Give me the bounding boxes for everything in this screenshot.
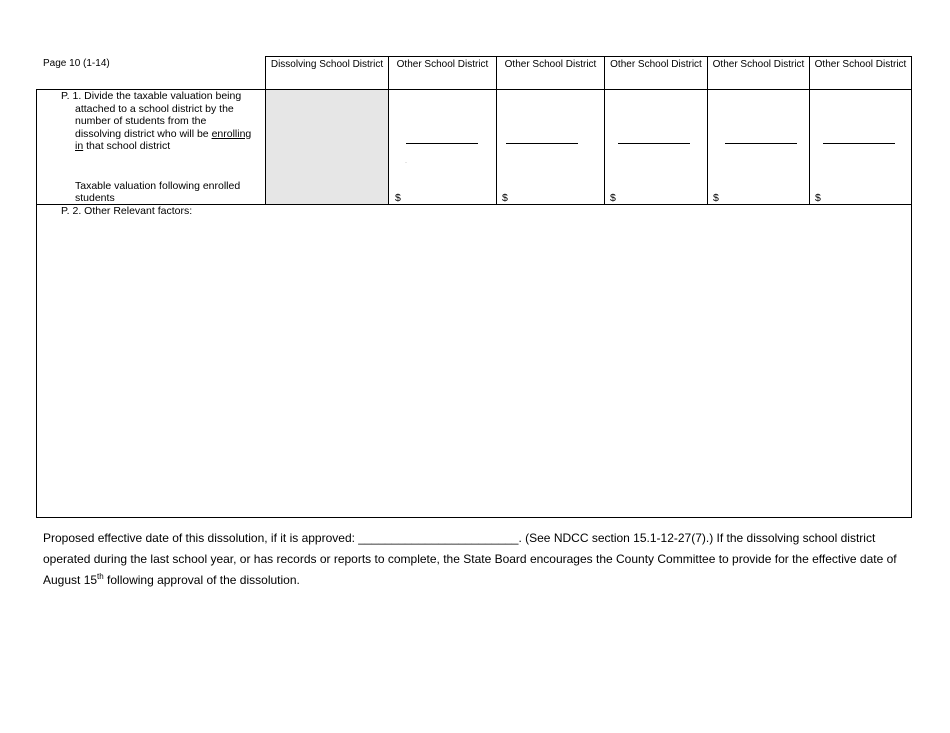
student-count-blank-1[interactable] (406, 143, 478, 144)
p1-number: P. 1. (61, 90, 82, 102)
column-divider (604, 89, 605, 205)
footer-superscript: th (97, 572, 104, 581)
p1-line-5: that school district (83, 140, 171, 152)
footer-line-3-start: August 15 (43, 573, 98, 587)
taxable-valuation-field-3[interactable]: $ (610, 192, 616, 204)
column-header-other-district-4: Other School District (707, 56, 810, 89)
column-header-other-district-2: Other School District (496, 56, 605, 89)
taxable-valuation-label: Taxable valuation following enrolled students (75, 180, 241, 204)
taxable-valuation-field-4[interactable]: $ (713, 192, 719, 204)
stray-mark: · (405, 160, 407, 166)
column-header-dissolving-district: Dissolving School District (265, 56, 389, 89)
column-header-other-district-3: Other School District (604, 56, 708, 89)
footer-line-2: operated during the last school year, or has records or reports to complete, the State Board encourages the County Committee to provide for the effective date of (43, 552, 897, 566)
form-table (36, 89, 912, 518)
p1-line-4: dissolving district who will be (75, 127, 212, 140)
p1-line-3: number of students from the (75, 115, 207, 127)
column-divider (707, 89, 708, 205)
student-count-blank-5[interactable] (823, 143, 895, 144)
column-divider (388, 89, 389, 205)
footer-line-1: Proposed effective date of this dissolution, if it is approved: ________________________. (See NDCC section 15.1-12-27(7).) If the dissolving school district (43, 531, 876, 545)
column-divider (496, 89, 497, 205)
student-count-blank-2[interactable] (506, 143, 578, 144)
column-header-other-district-1: Other School District (388, 56, 497, 89)
footer-line-3-end: following approval of the dissolution. (103, 573, 300, 587)
column-divider (809, 89, 810, 205)
p1-line-1: Divide the taxable valuation being (84, 90, 242, 102)
p1-enrolling-underlined: enrolling (211, 127, 252, 140)
p1-instructions (61, 90, 266, 153)
p1-in-underlined: in (75, 140, 84, 152)
effective-date-paragraph (43, 528, 908, 591)
taxable-valuation-field-1[interactable]: $ (395, 192, 401, 204)
taxable-valuation-field-2[interactable]: $ (502, 192, 508, 204)
p1-line-2: attached to a school district by the (75, 102, 234, 115)
dissolving-district-cell-shaded (265, 90, 388, 204)
p2-other-factors-label: P. 2. Other Relevant factors: (61, 205, 193, 217)
student-count-blank-3[interactable] (618, 143, 690, 144)
column-header-other-district-5: Other School District (809, 56, 912, 89)
page-number-label: Page 10 (1-14) (43, 58, 110, 69)
taxable-valuation-field-5[interactable]: $ (815, 192, 821, 204)
student-count-blank-4[interactable] (725, 143, 797, 144)
